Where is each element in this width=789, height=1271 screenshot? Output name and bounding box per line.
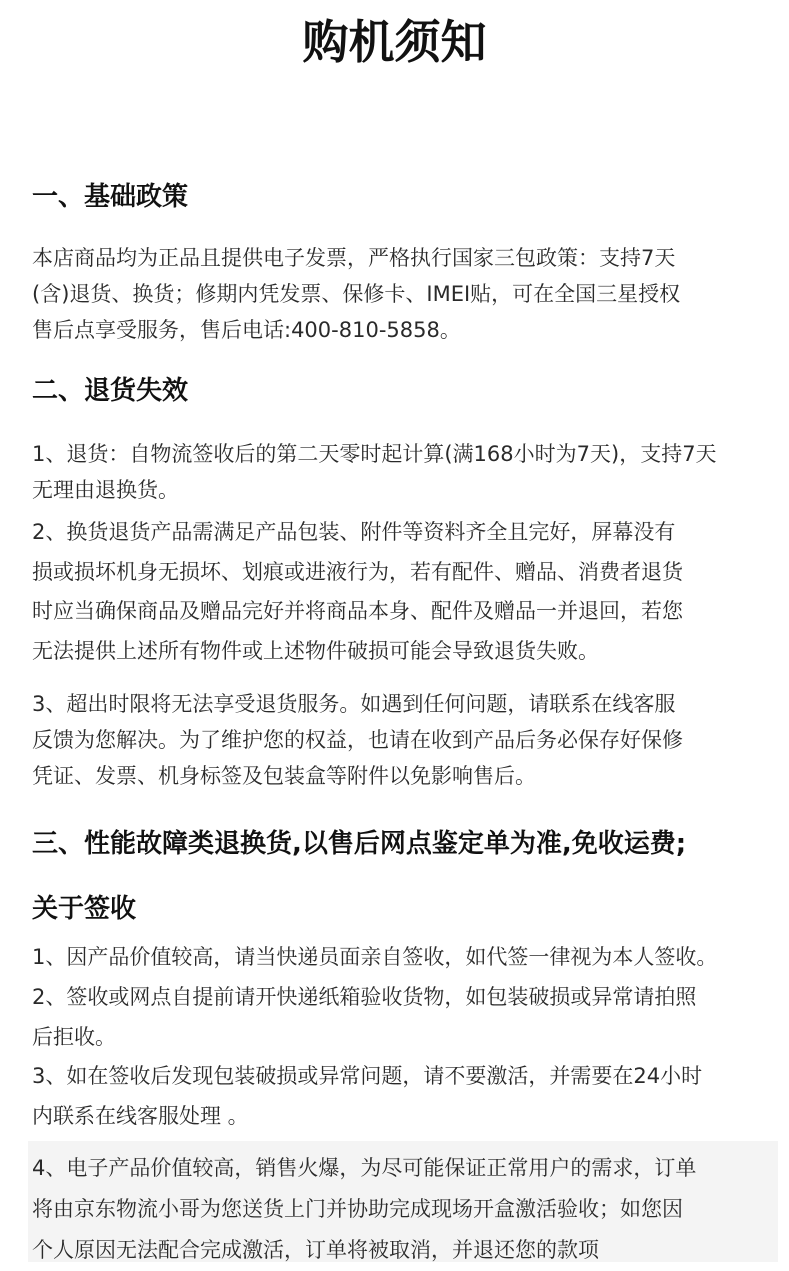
sign-item-4: 4、电子产品价值较高，销售火爆，为尽可能保证正常用户的需求，订单 将由京东物流小哥为您送货上门并协助完成现场开盒激活验收；如您因 个人原因无法配合完成激活，订单将被取消，并退还您的款项 [32,1156,697,1262]
section-heading-fault: 三、性能故障类退换货,以售后网点鉴定单为准,免收运费; [32,829,687,859]
return-item-1: 1、退货：自物流签收后的第二天零时起计算(满168小时为7天)，支持7天 无理由退换货。 [32,442,717,502]
sign-item-1: 1、因产品价值较高，请当快递员面亲自签收，如代签一律视为本人签收。 [32,945,718,969]
page-title: 购机须知 [302,15,487,69]
return-item-2: 2、换货退货产品需满足产品包装、附件等资料齐全且完好，屏幕没有 损或损坏机身无损坏、划痕或进液行为，若有配件、赠品、消费者退货 时应当确保商品及赠品完好并将商品本身、配件及赠品一并退回，若您 无法提供上述所有物件或上述物件破损可能会导致退货失败。 [32,520,683,663]
section-heading-return: 二、退货失效 [32,376,189,406]
return-item-3: 3、超出时限将无法享受退货服务。如遇到任何问题，请联系在线客服 反馈为您解决。为了维护您的权益，也请在收到产品后务必保存好保修 凭证、发票、机身标签及包装盒等附件以免影响售后。 [32,692,683,788]
sign-item-2: 2、签收或网点自提前请开快递纸箱验收货物，如包装破损或异常请拍照 后拒收。 [32,985,697,1049]
section-heading-basic-policy: 一、基础政策 [32,182,189,212]
sign-item-3: 3、如在签收后发现包装破损或异常问题，请不要激活，并需要在24小时 内联系在线客服处理 。 [32,1064,703,1128]
basic-policy-text: 本店商品均为正品且提供电子发票，严格执行国家三包政策：支持7天 (含)退货、换货；修期内凭发票、保修卡、IMEI贴，可在全国三星授权 售后点享受服务，售后电话:400-810-5858。 [32,246,681,342]
section-heading-sign: 关于签收 [32,894,137,924]
